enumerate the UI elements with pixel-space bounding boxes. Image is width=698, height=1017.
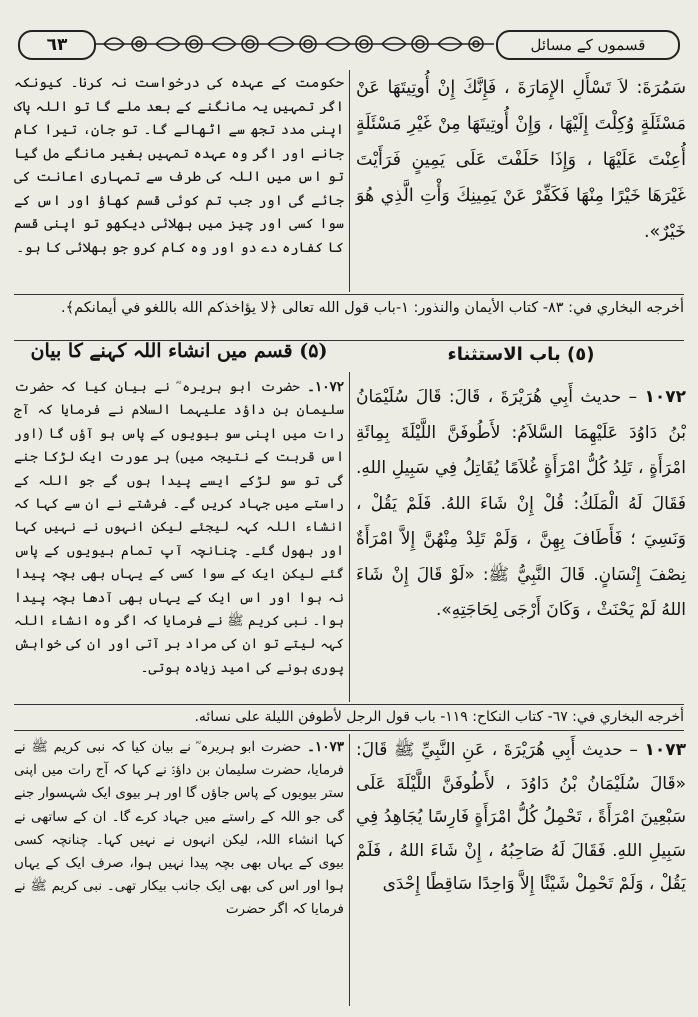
section-divider [14,730,684,731]
urdu-hadith-number: ۱۰۷۲۔ [307,379,344,395]
column-divider [349,70,350,292]
takhrij-reference: أخرجه البخاري في: ٨٣- كتاب الأيمان والنذور: ١-باب قول الله تعالى ﴿لا يؤاخذكم الله باللغو في أيمانكم﴾. [61,300,684,316]
page-header [14,28,684,62]
hadith-arabic-text: سَمُرَةَ: لاَ تَسْأَلِ الإِمَارَةَ ، فَإِنَّكَ إِنْ أُوتِيتَهَا عَنْ مَسْئَلَةٍ وُكِلْتَ إِلَيْهَا ، وَإِنْ أُوتِيتَهَا مِنْ غَيْرِ مَسْئَلَةٍ أُعِنْتَ عَلَيْهَا ، وَإِذَا حَلَفْتَ عَلَى يَمِينٍ فَرَأَيْتَ غَيْرَهَا خَيْرًا مِنْهَا فَكَفِّرْ عَنْ يَمِينِكَ وَأْتِ الَّذِي هُوَ خَيْرٌ». [356,78,686,242]
hadith-urdu-body: حضرت ابو ہریرہ ؓ نے بیان کیا کہ نبی کریم ﷺ نے فرمایا، حضرت سلیمان بن داؤدؑ نے کہا کہ آج رات میں اپنی ستر بیویوں کے پاس جاؤں گا اور ہر بیوی ایک شہسوار جنے گی جو اللہ کے راستے میں جہاد کرے گا۔ ان کے ساتھی نے کہا انشاء اللہ، لیکن انہوں نے نہیں کہا۔ چنانچہ کسی بیوی کے یہاں بھی بچہ پیدا نہیں ہوا، صرف ایک کے یہاں ہوا اور اس کی بھی ایک جانب بیکار تھی۔ نبی کریم ﷺ نے فرمایا کہ اگر حضرت [14,739,344,918]
section-divider [14,294,684,295]
urdu-hadith-number: ۱۰۷۳۔ [307,739,345,755]
hadith-urdu-translation [14,736,344,1006]
hadith-arabic-body: حديث أَبِي هُرَيْرَةَ ، قَالَ: قَالَ سُلَيْمَانُ بْنُ دَاوُدَ عَلَيْهِمَا السَّلاَمُ: لأَطُوفَنَّ اللَّيْلَةَ بِمِائَةِ امْرَأَةٍ ، تَلِدُ كُلُّ امْرَأَةٍ غُلاَمًا يُقَاتِلُ فِي سَبِيلِ اللهِ. فَقَالَ لَهُ الْمَلَكُ: قُلْ إِنْ شَاءَ اللهُ. فَلَمْ يَقُلْ ، وَنَسِيَ ؛ فَأَطَافَ بِهِنَّ ، وَلَمْ تَلِدْ مِنْهُنَّ إِلاَّ امْرَأَةٌ نِصْفَ إِنْسَانٍ. قَالَ النَّبِيُّ ﷺ: «لَوْ قَالَ إِنْ شَاءَ اللهُ لَمْ يَحْنَثْ ، وَكَانَ أَرْجَى لِحَاجَتِهِ». [356,387,686,620]
hadith-arabic-body: حديث أَبِي هُرَيْرَةَ ، عَنِ النَّبِيِّ ﷺ قَالَ: «قَالَ سُلَيْمَانُ بْنُ دَاوُدَ ، لأَطُوفَنَّ اللَّيْلَةَ عَلَى سَبْعِينَ امْرَأَةً ، تَحْمِلُ كُلُّ امْرَأَةٍ فَارِسًا يُجَاهِدُ فِي سَبِيلِ اللهِ. فَقَالَ لَهُ صَاحِبُهُ ، إِنْ شَاءَ اللهُ ، فَلَمْ يَقُلْ ، وَلَمْ تَحْمِلْ شَيْئًا إِلاَّ وَاحِدًا سَاقِطًا إِحْدَى [356,740,686,894]
hadith-number: ١٠٧٣ [644,740,686,760]
hadith-urdu-translation: حکومت کے عہدہ کی درخواست نہ کرنا۔ کیونکہ اگر تمہیں یہ مانگنے کے بعد ملے گا تو اللہ پاک اپنی مدد تجھ سے اٹھالے گا۔ تو جان، تیرا کام جانے اور اگر وہ عہدہ تمہیں بغیر مانگے مل گیا تو اس میں اللہ کی طرف سے تمہاری اعانت کی جائے گی اور جب تم کوئی قسم کھاؤ اور اس کے سوا کسی اور چیز میں بھلائی دیکھو تو اپنی قسم کا کفارہ دے دو اور وہ کام کرو جو بھلائی کا ہو۔ [14,75,344,256]
takhrij-reference: أخرجه البخاري في: ٦٧- كتاب النكاح: ١١٩- باب قول الرجل لأطوفن الليلة على نسائه. [194,709,684,725]
hadith-urdu-translation [14,376,344,702]
hadith-arabic-text: ١٠٧٢ – حديث أَبِي هُرَيْرَةَ ، قَالَ: قَالَ سُلَيْمَانُ بْنُ دَاوُدَ عَلَيْهِمَا السَّلاَمُ: لأَطُوفَنَّ اللَّيْلَةَ بِمِائَةِ امْرَأَةٍ ، تَلِدُ كُلُّ امْرَأَةٍ غُلاَمًا يُقَاتِلُ فِي سَبِيلِ اللهِ. فَقَالَ لَهُ الْمَلَكُ: قُلْ إِنْ شَاءَ اللهُ. فَلَمْ يَقُلْ ، وَنَسِيَ ؛ فَأَطَافَ بِهِنَّ ، وَلَمْ تَلِدْ مِنْهُنَّ إِلاَّ امْرَأَةٌ نِصْفَ إِنْسَانٍ. قَالَ النَّبِيُّ ﷺ: «لَوْ قَالَ إِنْ شَاءَ اللهُ لَمْ يَحْنَثْ ، وَكَانَ أَرْجَى لِحَاجَتِهِ». [356,387,686,620]
column-divider [349,372,350,702]
column-divider [349,734,350,1006]
ornament-border-icon [94,28,494,60]
hadith-number: ١٠٧٢ [644,387,686,407]
chapter-heading-arabic: (٥) باب الاستثناء [447,344,595,365]
hadith-arabic-text: ١٠٧٣ – حديث أَبِي هُرَيْرَةَ ، عَنِ النَّبِيِّ ﷺ قَالَ: «قَالَ سُلَيْمَانُ بْنُ دَاوُدَ ، لأَطُوفَنَّ اللَّيْلَةَ عَلَى سَبْعِينَ امْرَأَةً ، تَحْمِلُ كُلُّ امْرَأَةٍ فَارِسًا يُجَاهِدُ فِي سَبِيلِ اللهِ. فَقَالَ لَهُ صَاحِبُهُ ، إِنْ شَاءَ اللهُ ، فَلَمْ يَقُلْ ، وَلَمْ تَحْمِلْ شَيْئًا إِلاَّ وَاحِدًا سَاقِطًا إِحْدَى [356,740,686,894]
page-number: ٦٣ [18,30,96,60]
chapter-heading-urdu: (۵) قسم میں انشاء اللہ کہنے کا بیان [30,340,328,362]
running-title: قسموں کے مسائل [496,30,680,60]
hadith-urdu-body: حضرت ابو ہریرہ ؓ نے بیان کیا کہ حضرت سلیمان بن داؤد علیہما السلام نے فرمایا کہ آج رات میں اپنی سو بیویوں کے پاس ہو آؤں گا (اور اس قربت کے نتیجہ میں) ہر عورت ایک لڑکا جنے گی تو سو لڑکے ایسے پیدا ہوں گے جو اللہ کے راستے میں جہاد کریں گے۔ فرشتے نے ان سے کہا کہ انشاء اللہ کہہ لیجئے لیکن انہوں نے نہیں کہا اور بھول گئے۔ چنانچہ آپ تمام بیویوں کے پاس گئے لیکن ایک کے سوا کسی کے یہاں بھی بچہ پیدا نہ ہوا اور اس ایک کے یہاں بھی آدھا بچہ پیدا ہوا۔ نبی کریم ﷺ نے فرمایا کہ اگر وہ انشاء اللہ کہہ لیتے تو ان کی مراد بر آتی اور ان کی خواہش پوری ہونے کی امید زیادہ ہوتی۔ [14,379,344,676]
section-divider [14,704,684,705]
